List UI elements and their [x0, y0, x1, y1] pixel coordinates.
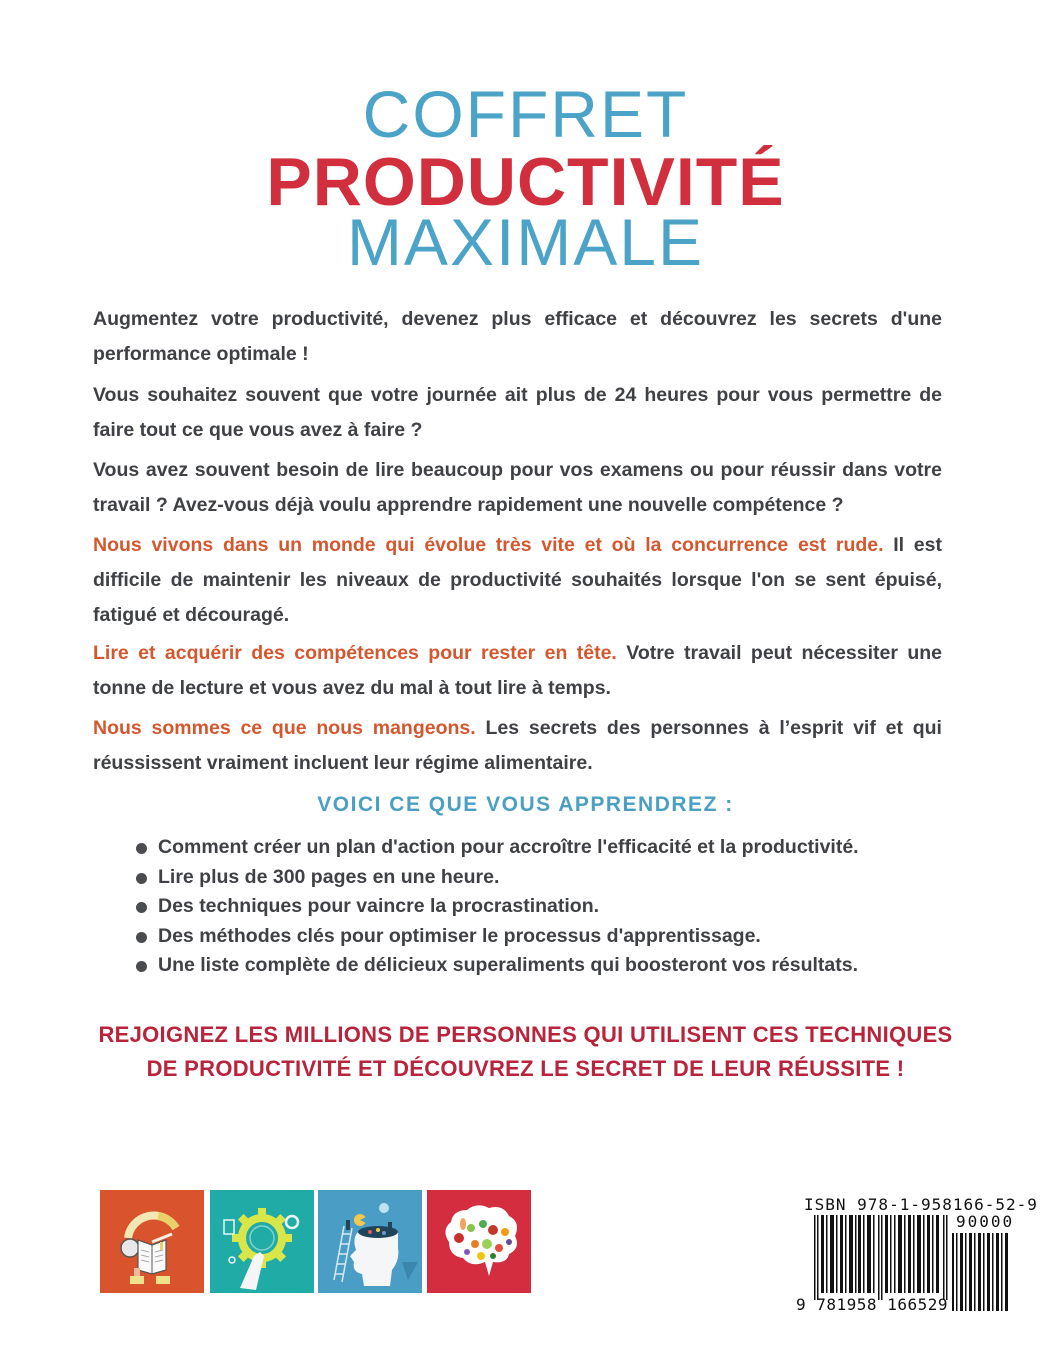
title-text-2: PRODUCTIVITÉ: [266, 144, 785, 220]
barcode-bars-icon: [814, 1215, 948, 1300]
speed-reading-book-icon: [100, 1190, 204, 1293]
paragraph-text: Les secrets des personnes à l’esprit vif et qui réussissent vraiment incluent leur régime alimentaire.: [93, 717, 942, 774]
bullet-icon: [136, 932, 147, 943]
paragraph-text: Vous avez souvent besoin de lire beaucoup pour vos examens ou pour réussir dans votre travail ? Avez-vous déjà voulu apprendre rapidement une nouvelle compétence ?: [93, 459, 942, 516]
title-line-coffret: [0, 78, 1051, 150]
title-text-3: MAXIMALE: [346, 205, 705, 279]
bullet-icon: [136, 961, 147, 972]
list-item: [136, 863, 859, 893]
bullet-icon: [136, 902, 147, 913]
learn-list: [136, 833, 859, 981]
paragraph-text: Vous souhaitez souvent que votre journée ait plus de 24 heures pour vous permettre de faire tout ce que vous avez à faire ?: [93, 384, 942, 441]
paragraph-24-hours: [93, 378, 942, 448]
title-line-maximale: [0, 206, 1051, 278]
list-item-text: Des techniques pour vaincre la procrastination.: [158, 895, 600, 917]
addon-bars-icon: [952, 1233, 1010, 1311]
paragraph-skills: [93, 636, 942, 706]
paragraph-reading: [93, 453, 942, 523]
food-brain-icon: [427, 1190, 531, 1293]
paragraph-highlight: Nous vivons dans un monde qui évolue très vite et où la concurrence est rude.: [93, 534, 884, 556]
gear-hand-icon: [210, 1190, 314, 1293]
list-item: [136, 892, 859, 922]
call-to-action: [0, 1018, 1051, 1086]
paragraph-text: Il est difficile de maintenir les niveaux de productivité souhaités lorsque l'on se sent épuisé, fatigué et découragé.: [93, 534, 942, 626]
paragraph-diet: [93, 711, 942, 781]
paragraph-highlight: Nous sommes ce que nous mangeons.: [93, 717, 476, 739]
head-learning-icon: [318, 1190, 422, 1293]
list-item-text: Comment créer un plan d'action pour accroître l'efficacité et la productivité.: [158, 836, 859, 858]
bullet-icon: [136, 843, 147, 854]
list-item: [136, 922, 859, 952]
list-item: [136, 833, 859, 863]
list-item: [136, 951, 859, 981]
paragraph-text: Votre travail peut nécessiter une tonne de lecture et vous avez du mal à tout lire à temps.: [93, 642, 943, 699]
paragraph-intro: [93, 302, 942, 372]
isbn-label: ISBN 978-1-958166-52-9: [804, 1195, 1038, 1214]
list-item-text: Lire plus de 300 pages en une heure.: [158, 865, 500, 888]
barcode-digits: 9 781958 166529: [796, 1295, 948, 1314]
learn-heading: VOICI CE QUE VOUS APPRENDREZ :: [317, 793, 734, 816]
addon-digits: 90000: [956, 1212, 1015, 1231]
cta-line-1: REJOIGNEZ LES MILLIONS DE PERSONNES QUI UTILISENT CES TECHNIQUES: [98, 1022, 953, 1047]
list-item-text: Une liste complète de délicieux superaliments qui boosteront vos résultats.: [158, 954, 859, 976]
list-item-text: Des méthodes clés pour optimiser le processus d'apprentissage.: [158, 924, 761, 947]
paragraph-highlight: Lire et acquérir des compétences pour rester en tête.: [93, 642, 617, 664]
isbn-barcode: [792, 1195, 1038, 1315]
title-text-1: COFFRET: [362, 77, 689, 151]
bullet-icon: [136, 873, 147, 884]
cta-line-2: DE PRODUCTIVITÉ ET DÉCOUVREZ LE SECRET DE LEUR RÉUSSITE !: [146, 1056, 905, 1081]
paragraph-competition: [93, 528, 942, 633]
paragraph-text: Augmentez votre productivité, devenez plus efficace et découvrez les secrets d'une performance optimale !: [93, 308, 942, 365]
